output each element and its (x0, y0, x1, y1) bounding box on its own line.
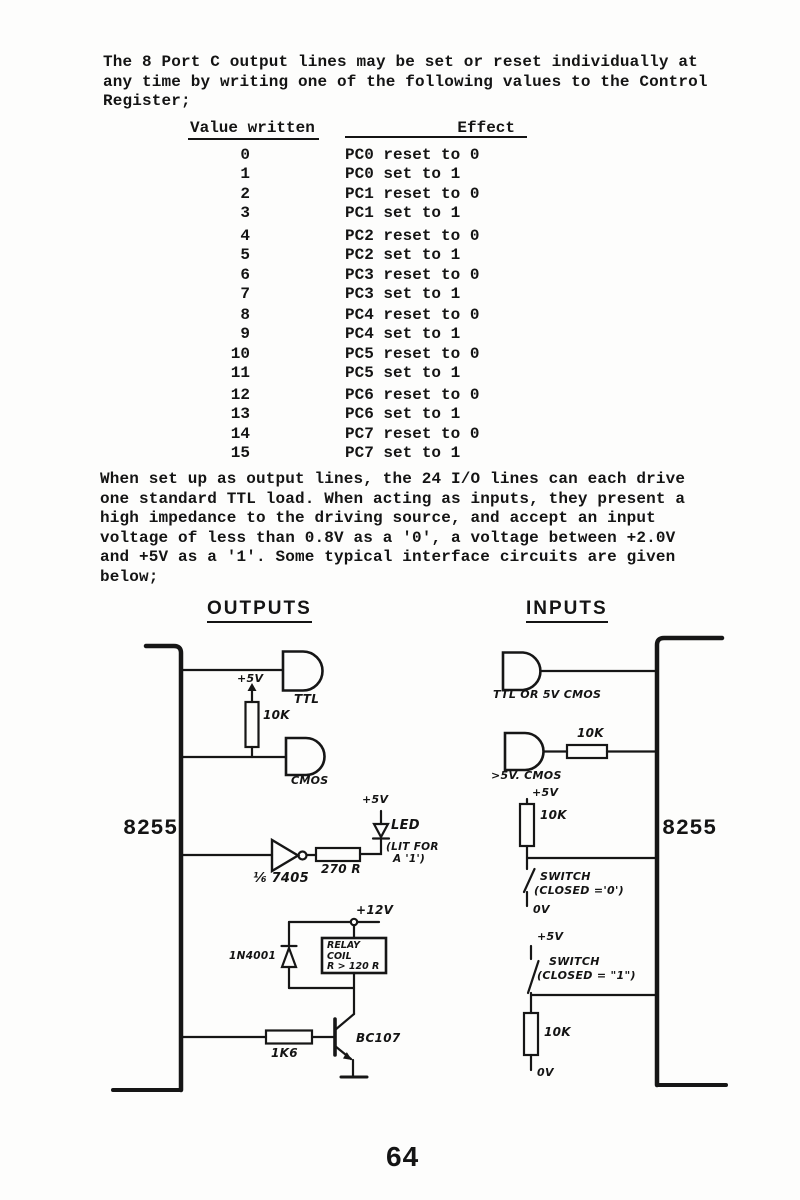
label-relay-supply: +12V (356, 903, 394, 917)
body-line-1: When set up as output lines, the 24 I/O lines can each drive (100, 470, 686, 488)
effect-cell: PC6 set to 1 (345, 405, 461, 424)
value-cell: 9 (240, 325, 250, 344)
value-cell: 13 (230, 405, 250, 424)
label-row3-res: 10K (540, 808, 567, 822)
effect-cell: PC3 reset to 0 (345, 265, 480, 284)
effect-header: Effect (345, 119, 527, 138)
effect-cell: PC4 set to 1 (345, 325, 461, 344)
label-pullup-res: 10K (263, 708, 290, 722)
intro-line-1: The 8 Port C output lines may be set or reset individually at (103, 53, 698, 71)
label-cmos: CMOS (291, 774, 329, 787)
label-pullup-supply: +5V (237, 672, 264, 685)
relay-line-2: COIL (327, 950, 352, 962)
label-row3-note: (CLOSED ='0') (534, 884, 624, 897)
value-written-header: Value written (188, 119, 319, 140)
led-shape (374, 824, 388, 837)
intro-line-2: any time by writing one of the following values to the Control (103, 72, 708, 91)
chip-edge-left (146, 646, 181, 1090)
value-cell: 10 (230, 344, 250, 363)
resistor-1k6-shape (266, 1031, 312, 1044)
label-row4-gnd: 0V (537, 1066, 554, 1079)
value-cell: 14 (230, 424, 250, 443)
label-row4-supply: +5V (537, 930, 564, 943)
body-line-2: one standard TTL load. When acting as inputs, they present a (100, 489, 686, 508)
pullup-resistor-shape (520, 804, 534, 846)
inverter-shape (272, 840, 298, 871)
value-cell: 15 (230, 444, 250, 463)
body-line-6: below; (100, 567, 159, 586)
inputs-title: INPUTS (526, 598, 608, 623)
label-series-res: 10K (577, 726, 604, 740)
resistor-10k-shape (246, 702, 259, 747)
effect-cell: PC2 set to 1 (345, 246, 461, 265)
label-relay-coil (327, 941, 379, 973)
value-cell: 0 (240, 146, 250, 164)
chip-label-right: 8255 (662, 816, 717, 841)
chip-label-left: 8255 (123, 816, 178, 841)
effect-cell: PC5 reset to 0 (345, 344, 480, 363)
pulldown-resistor-shape (524, 1013, 538, 1055)
value-cell: 7 (240, 285, 250, 304)
label-transistor: BC107 (356, 1031, 401, 1045)
label-diode: 1N4001 (229, 950, 277, 962)
body-line-3: high impedance to the driving source, and accept an input (100, 509, 656, 527)
effect-cell: PC7 reset to 0 (345, 424, 480, 443)
label-row3-gnd: 0V (533, 903, 550, 916)
inputs-circuit (503, 638, 726, 1085)
label-row4-switch: SWITCH (549, 955, 600, 968)
label-input-row1: TTL OR 5V CMOS (493, 688, 602, 701)
outputs-title: OUTPUTS (207, 598, 312, 623)
value-cell: 3 (240, 204, 250, 223)
label-led-supply: +5V (362, 793, 389, 806)
input-gate1-shape (503, 653, 540, 691)
label-led: LED (391, 818, 420, 833)
label-row4-res: 10K (544, 1025, 571, 1039)
value-cell: 2 (240, 184, 250, 203)
value-cell: 11 (230, 364, 250, 383)
effect-cell: PC5 set to 1 (345, 364, 461, 383)
value-cell: 12 (230, 386, 250, 404)
diode-shape (282, 948, 296, 967)
effect-cell: PC6 reset to 0 (345, 386, 480, 404)
series-resistor-shape (567, 745, 607, 758)
effect-cell: PC1 reset to 0 (345, 184, 480, 203)
label-inverter: ⅙ 7405 (253, 871, 309, 886)
value-cell: 5 (240, 246, 250, 265)
effect-cell: PC2 reset to 0 (345, 227, 480, 245)
intro-line-3: Register; (103, 92, 191, 110)
value-cell: 6 (240, 265, 250, 284)
value-cell: 1 (240, 165, 250, 184)
body-line-4: voltage of less than 0.8V as a '0', a voltage between +2.0V (100, 528, 676, 547)
body-line-5: and +5V as a '1'. Some typical interface circuits are given (100, 548, 676, 566)
effect-cell: PC7 set to 1 (345, 444, 461, 463)
switch-lever (524, 869, 535, 892)
label-led-res: 270 R (321, 862, 361, 876)
page-number: 64 (386, 1141, 420, 1172)
chip-edge-right (657, 638, 722, 1085)
label-led-note-1: (LIT FOR (386, 841, 439, 853)
ttl-gate-shape (283, 652, 323, 691)
effect-cell: PC4 reset to 0 (345, 306, 480, 324)
effect-cell: PC3 set to 1 (345, 285, 461, 304)
effect-cell: PC0 set to 1 (345, 165, 461, 184)
cmos-gate-shape (286, 738, 325, 775)
value-cell: 8 (240, 306, 250, 324)
relay-line-1: RELAY (327, 940, 360, 951)
label-row4-note: (CLOSED = "1") (537, 969, 636, 982)
label-input-row2: >5V. CMOS (491, 769, 562, 782)
label-ttl: TTL (294, 692, 320, 706)
effect-cell: PC1 set to 1 (345, 204, 461, 223)
effect-cell: PC0 reset to 0 (345, 146, 480, 164)
input-gate2-shape (505, 733, 544, 770)
relay-line-3: R > 120 R (327, 961, 380, 972)
label-row3-supply: +5V (532, 786, 559, 799)
label-row3-switch: SWITCH (540, 870, 591, 883)
label-led-note-2: A '1') (393, 853, 426, 865)
value-cell: 4 (240, 227, 250, 245)
label-base-res: 1K6 (271, 1046, 298, 1060)
resistor-270r-shape (316, 848, 360, 861)
